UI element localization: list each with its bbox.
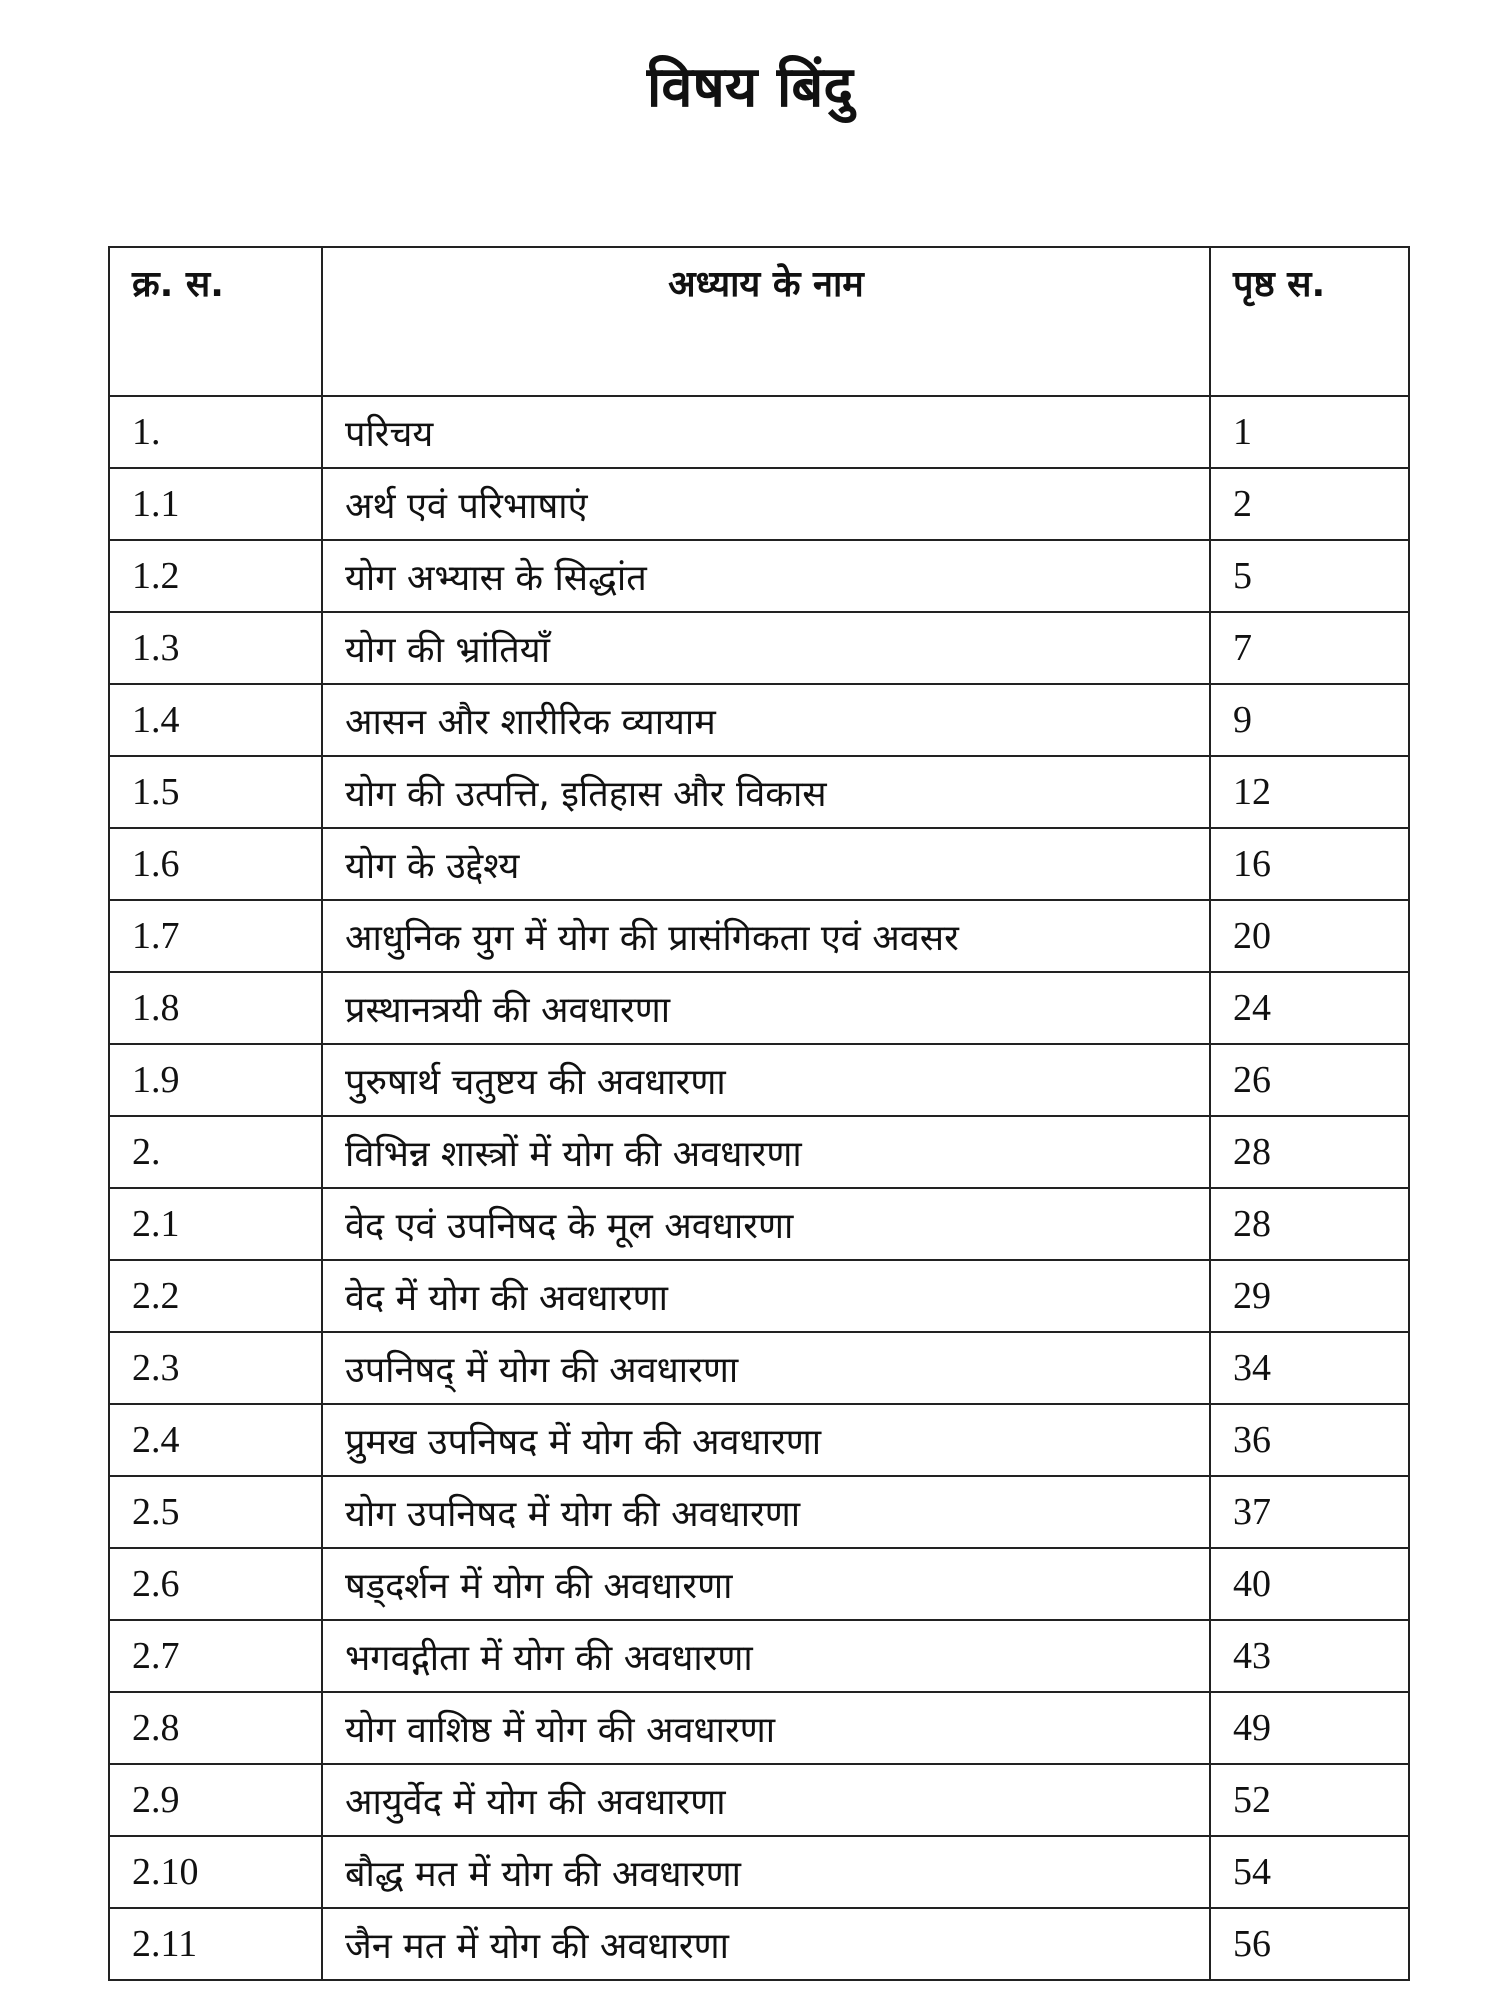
page-number-cell: 56	[1210, 1908, 1409, 1980]
serial-number-cell: 2.7	[109, 1620, 322, 1692]
chapter-title-cell: योग के उद्देश्य	[322, 828, 1210, 900]
table-row	[109, 756, 1409, 828]
table-body	[109, 396, 1409, 1980]
serial-number-cell: 1.3	[109, 612, 322, 684]
chapter-title-cell: परिचय	[322, 396, 1210, 468]
table-row	[109, 900, 1409, 972]
table-row	[109, 1692, 1409, 1764]
page-number-cell: 12	[1210, 756, 1409, 828]
table-header-row	[109, 247, 1409, 396]
table-row	[109, 972, 1409, 1044]
page-number-cell: 9	[1210, 684, 1409, 756]
table-row	[109, 1116, 1409, 1188]
table-row	[109, 468, 1409, 540]
chapter-title-cell: भगवद्गीता में योग की अवधारणा	[322, 1620, 1210, 1692]
page-number-cell: 52	[1210, 1764, 1409, 1836]
page-number-cell: 16	[1210, 828, 1409, 900]
page-number-cell: 29	[1210, 1260, 1409, 1332]
table-row	[109, 1908, 1409, 1980]
page-title: विषय बिंदु	[646, 55, 854, 120]
chapter-title-cell: अर्थ एवं परिभाषाएं	[322, 468, 1210, 540]
page-number-cell: 36	[1210, 1404, 1409, 1476]
table-row	[109, 1044, 1409, 1116]
serial-number-cell: 2.4	[109, 1404, 322, 1476]
page-number-cell: 1	[1210, 396, 1409, 468]
chapter-title-cell: विभिन्न शास्त्रों में योग की अवधारणा	[322, 1116, 1210, 1188]
page-number-cell: 43	[1210, 1620, 1409, 1692]
contents-table	[108, 246, 1410, 1981]
page-number-cell: 40	[1210, 1548, 1409, 1620]
page-number-cell: 49	[1210, 1692, 1409, 1764]
table-row	[109, 1476, 1409, 1548]
chapter-title-cell: योग अभ्यास के सिद्धांत	[322, 540, 1210, 612]
table-row	[109, 1260, 1409, 1332]
serial-number-cell: 1.9	[109, 1044, 322, 1116]
page-number-cell: 28	[1210, 1188, 1409, 1260]
header-serial: क्र. स.	[109, 247, 322, 396]
serial-number-cell: 1.5	[109, 756, 322, 828]
chapter-title-cell: प्रस्थानत्रयी की अवधारणा	[322, 972, 1210, 1044]
page-number-cell: 26	[1210, 1044, 1409, 1116]
chapter-title-cell: आसन और शारीरिक व्यायाम	[322, 684, 1210, 756]
chapter-title-cell: पुरुषार्थ चतुष्टय की अवधारणा	[322, 1044, 1210, 1116]
serial-number-cell: 2.11	[109, 1908, 322, 1980]
chapter-title-cell: योग की भ्रांतियाँ	[322, 612, 1210, 684]
table-row	[109, 540, 1409, 612]
chapter-title-cell: आयुर्वेद में योग की अवधारणा	[322, 1764, 1210, 1836]
serial-number-cell: 2.1	[109, 1188, 322, 1260]
table-row	[109, 1404, 1409, 1476]
chapter-title-cell: बौद्ध मत में योग की अवधारणा	[322, 1836, 1210, 1908]
chapter-title-cell: वेद में योग की अवधारणा	[322, 1260, 1210, 1332]
page-number-cell: 28	[1210, 1116, 1409, 1188]
serial-number-cell: 2.	[109, 1116, 322, 1188]
table-row	[109, 828, 1409, 900]
page-number-cell: 34	[1210, 1332, 1409, 1404]
chapter-title-cell: आधुनिक युग में योग की प्रासंगिकता एवं अवसर	[322, 900, 1210, 972]
page-number-cell: 37	[1210, 1476, 1409, 1548]
header-chapter-name: अध्याय के नाम	[322, 247, 1210, 396]
page-number-cell: 2	[1210, 468, 1409, 540]
page-number-cell: 24	[1210, 972, 1409, 1044]
chapter-title-cell: उपनिषद् में योग की अवधारणा	[322, 1332, 1210, 1404]
chapter-title-cell: योग उपनिषद में योग की अवधारणा	[322, 1476, 1210, 1548]
page-number-cell: 20	[1210, 900, 1409, 972]
serial-number-cell: 1.2	[109, 540, 322, 612]
table-row	[109, 1188, 1409, 1260]
serial-number-cell: 2.9	[109, 1764, 322, 1836]
page-number-cell: 5	[1210, 540, 1409, 612]
serial-number-cell: 2.6	[109, 1548, 322, 1620]
serial-number-cell: 1.4	[109, 684, 322, 756]
table-row	[109, 1836, 1409, 1908]
serial-number-cell: 1.6	[109, 828, 322, 900]
table-row	[109, 396, 1409, 468]
serial-number-cell: 2.8	[109, 1692, 322, 1764]
chapter-title-cell: योग की उत्पत्ति, इतिहास और विकास	[322, 756, 1210, 828]
serial-number-cell: 2.3	[109, 1332, 322, 1404]
serial-number-cell: 1.	[109, 396, 322, 468]
page-number-cell: 7	[1210, 612, 1409, 684]
table-row	[109, 1764, 1409, 1836]
serial-number-cell: 2.10	[109, 1836, 322, 1908]
serial-number-cell: 1.8	[109, 972, 322, 1044]
chapter-title-cell: प्रुमख उपनिषद में योग की अवधारणा	[322, 1404, 1210, 1476]
chapter-title-cell: जैन मत में योग की अवधारणा	[322, 1908, 1210, 1980]
table-row	[109, 612, 1409, 684]
serial-number-cell: 1.1	[109, 468, 322, 540]
table-row	[109, 684, 1409, 756]
serial-number-cell: 2.5	[109, 1476, 322, 1548]
table-row	[109, 1332, 1409, 1404]
chapter-title-cell: षड्दर्शन में योग की अवधारणा	[322, 1548, 1210, 1620]
table-row	[109, 1620, 1409, 1692]
chapter-title-cell: योग वाशिष्ठ में योग की अवधारणा	[322, 1692, 1210, 1764]
table-row	[109, 1548, 1409, 1620]
chapter-title-cell: वेद एवं उपनिषद के मूल अवधारणा	[322, 1188, 1210, 1260]
serial-number-cell: 1.7	[109, 900, 322, 972]
serial-number-cell: 2.2	[109, 1260, 322, 1332]
header-page-number: पृष्ठ स.	[1210, 247, 1409, 396]
page-number-cell: 54	[1210, 1836, 1409, 1908]
